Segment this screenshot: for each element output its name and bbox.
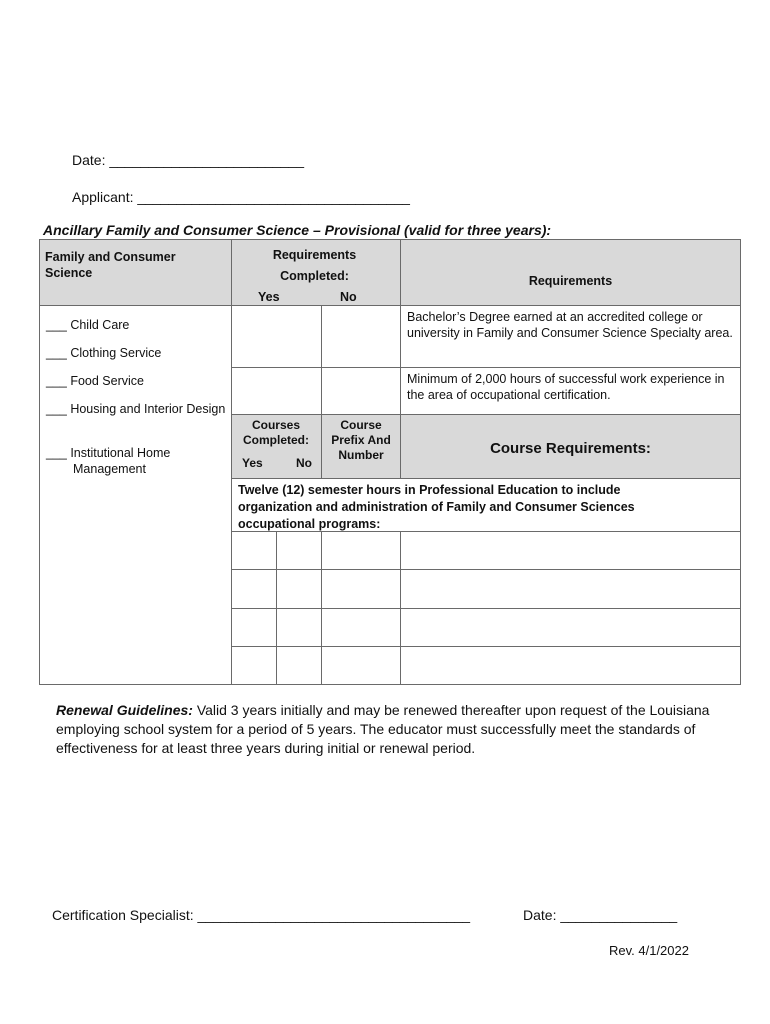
revision-date: Rev. 4/1/2022 — [609, 943, 689, 958]
specialist-date-field[interactable]: Date: _______________ — [523, 907, 678, 923]
col-header-course-yes: Yes — [242, 456, 263, 470]
col-header-family-consumer-science: Family and Consumer Science — [45, 250, 176, 280]
specialty-food-service[interactable]: ___ Food Service — [46, 374, 144, 388]
col-header-requirements: Requirements — [528, 274, 613, 288]
specialty-housing-interior-design[interactable] — [46, 401, 226, 417]
renewal-guidelines — [56, 701, 736, 758]
professional-education-requirement: Twelve (12) semester hours in Professional Education to include organization and administration of Family and Consumer Sciences occupational programs: — [238, 483, 635, 531]
specialty-housing-label: ___ Housing and Interior Design — [46, 402, 226, 416]
specialty-institutional-label: ___ Institutional Home Management — [46, 446, 171, 476]
applicant-field[interactable]: Applicant: ___________________________________ — [72, 189, 410, 205]
specialty-clothing-service[interactable]: ___ Clothing Service — [46, 346, 162, 360]
form-title: Ancillary Family and Consumer Science – Provisional (valid for three years): — [43, 222, 552, 238]
col-header-requirements-completed: Requirements Completed: — [272, 248, 357, 283]
col-header-course-prefix: Course Prefix And Number — [331, 418, 391, 462]
col-header-yes: Yes — [258, 290, 280, 304]
specialty-child-care[interactable]: ___ Child Care — [46, 318, 130, 332]
certification-specialist-field[interactable]: Certification Specialist: ___________________________________ — [52, 907, 471, 923]
date-field[interactable]: Date: _________________________ — [72, 152, 305, 168]
requirement-work-experience: Minimum of 2,000 hours of successful work experience in the area of occupational certification. — [407, 372, 725, 402]
col-header-no: No — [340, 290, 357, 304]
col-header-courses-completed: Courses Completed: — [243, 418, 309, 447]
requirement-bachelors-degree: Bachelor’s Degree earned at an accredited college or university in Family and Consumer Science Specialty area. — [407, 310, 733, 340]
renewal-text: Valid 3 years initially and may be renewed thereafter upon request of the Louisiana employing school system for a period of 5 years. The educator must successfully meet the standards of effectiveness for at least three years during initial or renewal period. — [56, 702, 710, 756]
course-requirements-header: Course Requirements: — [490, 440, 651, 457]
specialty-institutional-home-management[interactable] — [46, 445, 221, 477]
renewal-label: Renewal Guidelines: — [56, 702, 193, 718]
col-header-course-no: No — [296, 456, 312, 470]
